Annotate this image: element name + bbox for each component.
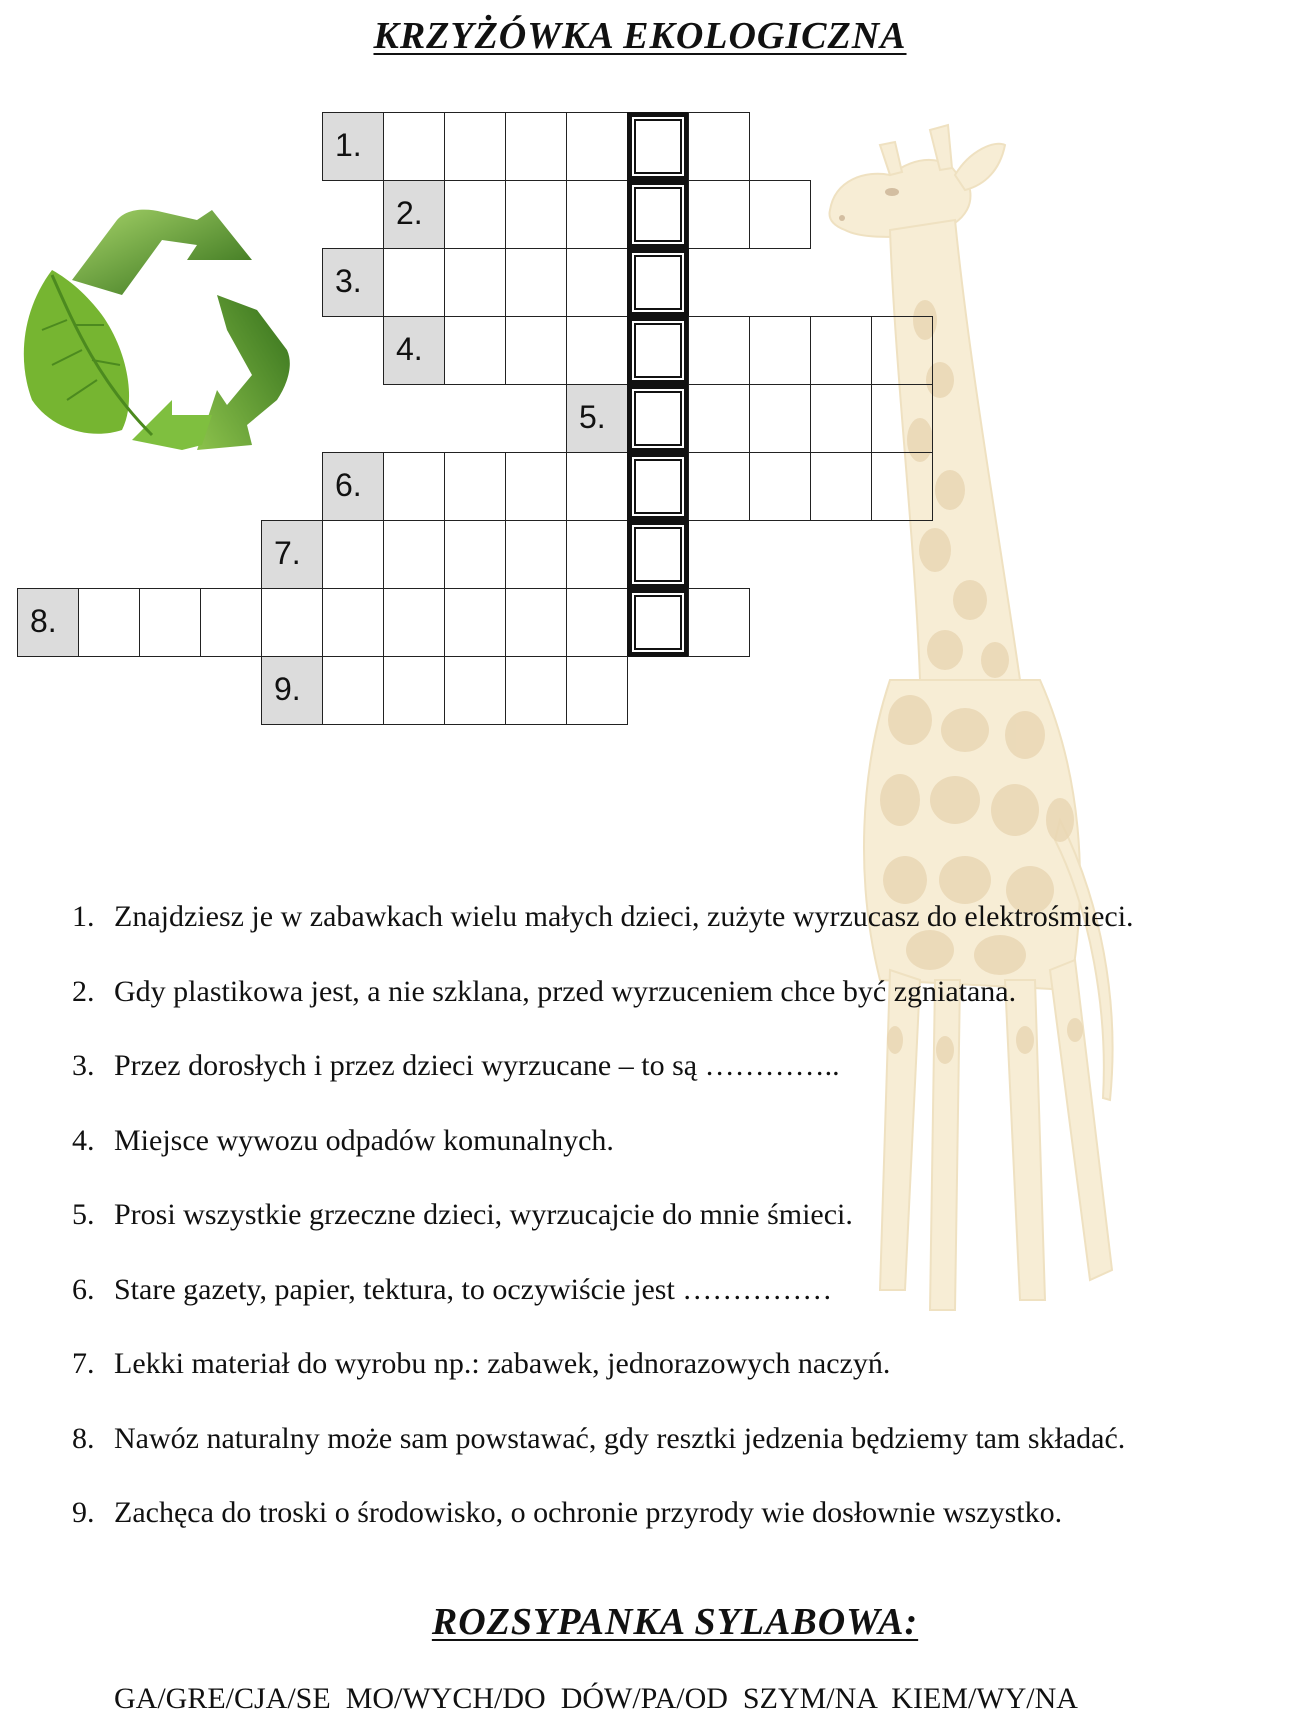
clue-number: 7. bbox=[72, 1347, 95, 1380]
clue-number-cell: 4. bbox=[383, 316, 445, 385]
answer-cell[interactable] bbox=[566, 180, 628, 249]
clue-text: Przez dorosłych i przez dzieci wyrzucane – to są ………….. bbox=[114, 1049, 840, 1082]
answer-cell[interactable] bbox=[810, 316, 872, 385]
answer-cell[interactable] bbox=[871, 384, 933, 453]
answer-cell[interactable] bbox=[444, 112, 506, 181]
answer-cell[interactable] bbox=[322, 588, 384, 657]
answer-cell[interactable] bbox=[383, 656, 445, 725]
clue-item bbox=[72, 1178, 1134, 1253]
clue-number-cell: 7. bbox=[261, 520, 323, 589]
clue-number: 9. bbox=[72, 1496, 95, 1529]
answer-cell[interactable] bbox=[505, 112, 567, 181]
answer-cell[interactable] bbox=[505, 248, 567, 317]
crossword-grid bbox=[0, 0, 1300, 820]
clue-number: 8. bbox=[72, 1421, 95, 1455]
answer-cell[interactable] bbox=[322, 656, 384, 725]
answer-cell[interactable] bbox=[505, 180, 567, 249]
answer-cell[interactable] bbox=[444, 452, 506, 521]
clue-number: 4. bbox=[72, 1123, 95, 1157]
clue-item bbox=[72, 1253, 1134, 1328]
answer-cell[interactable] bbox=[261, 588, 323, 657]
answer-cell[interactable] bbox=[566, 656, 628, 725]
password-cell[interactable] bbox=[627, 520, 689, 589]
page-title: KRZYŻÓWKA EKOLOGICZNA bbox=[373, 15, 907, 57]
answer-cell[interactable] bbox=[383, 452, 445, 521]
answer-cell[interactable] bbox=[444, 180, 506, 249]
answer-cell[interactable] bbox=[566, 316, 628, 385]
clue-number-cell: 9. bbox=[261, 656, 323, 725]
scramble-syllables: GA/GRE/CJA/SE MO/WYCH/DO DÓW/PA/OD SZYM/NA KIEM/WY/NA bbox=[114, 1682, 1078, 1715]
answer-cell[interactable] bbox=[810, 384, 872, 453]
clue-number-cell: 6. bbox=[322, 452, 384, 521]
answer-cell[interactable] bbox=[688, 452, 750, 521]
clue-number: 3. bbox=[72, 1049, 95, 1082]
clue-text: Lekki materiał do wyrobu np.: zabawek, jednorazowych naczyń. bbox=[114, 1347, 891, 1380]
clue-item bbox=[72, 1104, 1134, 1179]
clue-item bbox=[72, 1029, 1134, 1104]
answer-cell[interactable] bbox=[444, 248, 506, 317]
clue-text: Stare gazety, papier, tektura, to oczywiście jest …………… bbox=[114, 1272, 833, 1306]
answer-cell[interactable] bbox=[505, 588, 567, 657]
answer-cell[interactable] bbox=[444, 316, 506, 385]
clue-item bbox=[72, 955, 1134, 1030]
clue-number-cell: 2. bbox=[383, 180, 445, 249]
answer-cell[interactable] bbox=[749, 316, 811, 385]
answer-cell[interactable] bbox=[566, 520, 628, 589]
answer-cell[interactable] bbox=[505, 316, 567, 385]
clue-text: Zachęca do troski o środowisko, o ochronie przyrody wie dosłownie wszystko. bbox=[114, 1496, 1063, 1529]
password-cell[interactable] bbox=[627, 316, 689, 385]
answer-cell[interactable] bbox=[566, 452, 628, 521]
answer-cell[interactable] bbox=[505, 452, 567, 521]
answer-cell[interactable] bbox=[444, 588, 506, 657]
answer-cell[interactable] bbox=[749, 180, 811, 249]
clue-item bbox=[72, 1476, 1134, 1551]
answer-cell[interactable] bbox=[78, 588, 140, 657]
answer-cell[interactable] bbox=[688, 588, 750, 657]
answer-cell[interactable] bbox=[383, 588, 445, 657]
answer-cell[interactable] bbox=[505, 520, 567, 589]
answer-cell[interactable] bbox=[566, 112, 628, 181]
answer-cell[interactable] bbox=[444, 656, 506, 725]
scramble-title: ROZSYPANKA SYLABOWA: bbox=[431, 1601, 919, 1643]
answer-cell[interactable] bbox=[688, 112, 750, 181]
answer-cell[interactable] bbox=[566, 248, 628, 317]
answer-cell[interactable] bbox=[444, 520, 506, 589]
clue-text: Nawóz naturalny może sam powstawać, gdy resztki jedzenia będziemy tam składać. bbox=[114, 1421, 1126, 1455]
clue-item bbox=[72, 1327, 1134, 1402]
answer-cell[interactable] bbox=[505, 656, 567, 725]
clue-text: Miejsce wywozu odpadów komunalnych. bbox=[114, 1123, 614, 1157]
clue-list bbox=[72, 880, 1134, 1551]
clue-text: Gdy plastikowa jest, a nie szklana, przed wyrzuceniem chce być zgniatana. bbox=[114, 974, 1017, 1008]
password-cell[interactable] bbox=[627, 588, 689, 657]
answer-cell[interactable] bbox=[871, 316, 933, 385]
clue-item bbox=[72, 880, 1134, 955]
clue-number: 2. bbox=[72, 974, 95, 1008]
answer-cell[interactable] bbox=[688, 316, 750, 385]
clue-number: 5. bbox=[72, 1198, 95, 1231]
clue-item bbox=[72, 1402, 1134, 1477]
answer-cell[interactable] bbox=[383, 112, 445, 181]
answer-cell[interactable] bbox=[810, 452, 872, 521]
clue-number-cell: 3. bbox=[322, 248, 384, 317]
password-cell[interactable] bbox=[627, 248, 689, 317]
clue-text: Znajdziesz je w zabawkach wielu małych dzieci, zużyte wyrzucasz do elektrośmieci. bbox=[114, 900, 1134, 933]
answer-cell[interactable] bbox=[871, 452, 933, 521]
answer-cell[interactable] bbox=[139, 588, 201, 657]
clue-number-cell: 1. bbox=[322, 112, 384, 181]
clue-text: Prosi wszystkie grzeczne dzieci, wyrzucajcie do mnie śmieci. bbox=[114, 1198, 853, 1231]
clue-number-cell: 8. bbox=[17, 588, 79, 657]
answer-cell[interactable] bbox=[566, 588, 628, 657]
answer-cell[interactable] bbox=[200, 588, 262, 657]
clue-number-cell: 5. bbox=[566, 384, 628, 453]
clue-number: 6. bbox=[72, 1272, 95, 1306]
answer-cell[interactable] bbox=[322, 520, 384, 589]
password-cell[interactable] bbox=[627, 384, 689, 453]
answer-cell[interactable] bbox=[749, 452, 811, 521]
answer-cell[interactable] bbox=[749, 384, 811, 453]
password-cell[interactable] bbox=[627, 112, 689, 181]
answer-cell[interactable] bbox=[688, 384, 750, 453]
password-cell[interactable] bbox=[627, 452, 689, 521]
answer-cell[interactable] bbox=[688, 180, 750, 249]
clue-number: 1. bbox=[72, 900, 95, 933]
answer-cell[interactable] bbox=[383, 520, 445, 589]
answer-cell[interactable] bbox=[383, 248, 445, 317]
password-cell[interactable] bbox=[627, 180, 689, 249]
